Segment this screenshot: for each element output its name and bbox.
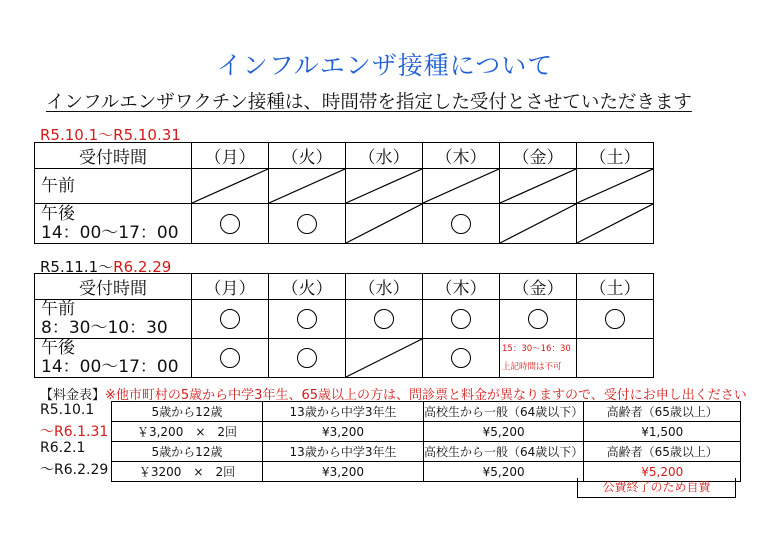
fee-row-price1 [112, 422, 741, 442]
fee-price: ￥3200 × 2回 [112, 462, 263, 482]
pm-label-text: 午後 [41, 203, 75, 224]
schedule1-header-row [35, 143, 654, 169]
available-circle-icon [297, 348, 317, 368]
pm-time-text: 14：00～17：00 [41, 357, 179, 377]
fee-row-cat2 [112, 442, 741, 462]
range-start: R5.10.1 [40, 126, 99, 144]
fee-price-senior-selfpay: ¥5,200 [584, 462, 741, 482]
am-label [35, 169, 192, 204]
fee-price: ¥5,200 [424, 462, 584, 482]
fee-cat-senior: 高齢者（65歳以上） [584, 442, 741, 462]
s1-am-fri [500, 169, 577, 204]
fee-cat-child: 5歳から12歳 [112, 442, 263, 462]
fee-cat-general: 高校生から一般（64歳以下） [424, 442, 584, 462]
header-reception-time: 受付時間 [35, 143, 192, 169]
header-mon: （月） [192, 143, 269, 169]
s1-am-wed [346, 169, 423, 204]
header-thu: （木） [423, 143, 500, 169]
s1-am-sat [577, 169, 654, 204]
fee-price: ¥3,200 [263, 422, 424, 442]
s1-pm-thu [423, 204, 500, 244]
header-thu: （木） [423, 274, 500, 300]
pm-time-text: 14：00～17：00 [41, 222, 179, 243]
available-circle-icon [220, 309, 240, 329]
range-start: R5.11.1 [40, 258, 99, 276]
s1-am-thu [423, 169, 500, 204]
schedule1-table [34, 142, 654, 244]
fee-price: ¥3,200 [263, 462, 424, 482]
s2-pm-mon [192, 339, 269, 378]
available-circle-icon [451, 348, 471, 368]
schedule2-table [34, 273, 654, 378]
fee-period2-start: R6.2.1 [40, 440, 86, 456]
s2-pm-fri [500, 339, 577, 378]
fee-note: ※他市町村の5歳から中学3年生、65歳以上の方は、問診票と料金が異なりますので、受付にお申し出ください [105, 388, 747, 403]
schedule2-pm-row [35, 339, 654, 378]
fee-cat-senior: 高齢者（65歳以上） [584, 402, 741, 422]
fri-note-time: 15：30～16：30 [502, 344, 571, 354]
am-label [35, 300, 192, 339]
fee-price: ¥1,500 [584, 422, 741, 442]
range-end: R6.2.29 [113, 258, 172, 276]
am-label-text: 午前 [41, 299, 75, 319]
s2-am-wed [346, 300, 423, 339]
range-sep: ～ [98, 258, 114, 276]
header-wed: （水） [346, 143, 423, 169]
s1-pm-wed [346, 204, 423, 244]
header-fri: （金） [500, 143, 577, 169]
available-circle-icon [297, 214, 317, 234]
range-end: R5.10.31 [113, 126, 181, 144]
fri-note-unavailable: 上記時間は不可 [502, 362, 562, 372]
fee-period1-end-text: ～R6.1.31 [40, 424, 109, 440]
s1-am-mon [192, 169, 269, 204]
page-subtitle: インフルエンザワクチン接種は、時間帯を指定した受付とさせていただきます [46, 92, 692, 113]
header-sat: （土） [577, 143, 654, 169]
s2-am-sat [577, 300, 654, 339]
s2-pm-wed [346, 339, 423, 378]
fee-cat-junior: 13歳から中学3年生 [263, 442, 424, 462]
fee-row-cat1 [112, 402, 741, 422]
available-circle-icon [528, 309, 548, 329]
schedule1-pm-row [35, 204, 654, 244]
available-circle-icon [297, 309, 317, 329]
am-time-text: 8：30～10：30 [41, 318, 168, 338]
fee-price: ¥5,200 [424, 422, 584, 442]
s2-am-mon [192, 300, 269, 339]
s2-pm-thu [423, 339, 500, 378]
page-title: インフルエンザ接種について [216, 51, 554, 80]
header-reception-time: 受付時間 [35, 274, 192, 300]
s2-pm-tue [269, 339, 346, 378]
available-circle-icon [374, 309, 394, 329]
schedule1-am-row [35, 169, 654, 204]
s2-am-thu [423, 300, 500, 339]
fee-period1-end [40, 421, 108, 441]
header-tue: （火） [269, 143, 346, 169]
fee-cat-general: 高校生から一般（64歳以下） [424, 402, 584, 422]
fee-selfpay-note: 公費終了のため自費 [577, 478, 736, 498]
header-wed: （水） [346, 274, 423, 300]
fee-period2-end: ～R6.2.29 [40, 462, 109, 478]
s1-am-tue [269, 169, 346, 204]
fee-cat-child: 5歳から12歳 [112, 402, 263, 422]
available-circle-icon [605, 309, 625, 329]
header-tue: （火） [269, 274, 346, 300]
s1-pm-fri [500, 204, 577, 244]
range-sep: ～ [98, 126, 114, 144]
am-label-text: 午前 [41, 175, 75, 196]
header-fri: （金） [500, 274, 577, 300]
fee-price: ￥3,200 × 2回 [112, 422, 263, 442]
s1-pm-sat [577, 204, 654, 244]
s2-pm-sat [577, 339, 654, 378]
available-circle-icon [451, 214, 471, 234]
schedule2-header-row [35, 274, 654, 300]
fee-label: 【料金表】 [40, 388, 106, 403]
fee-cat-junior: 13歳から中学3年生 [263, 402, 424, 422]
pm-label-text: 午後 [41, 338, 75, 358]
fee-table [111, 401, 741, 482]
schedule2-am-row [35, 300, 654, 339]
s2-am-fri [500, 300, 577, 339]
available-circle-icon [220, 214, 240, 234]
pm-label [35, 339, 192, 378]
available-circle-icon [220, 348, 240, 368]
available-circle-icon [451, 309, 471, 329]
fee-period1-start: R5.10.1 [40, 402, 95, 418]
s1-pm-tue [269, 204, 346, 244]
pm-label [35, 204, 192, 244]
header-sat: （土） [577, 274, 654, 300]
s1-pm-mon [192, 204, 269, 244]
header-mon: （月） [192, 274, 269, 300]
s2-am-tue [269, 300, 346, 339]
